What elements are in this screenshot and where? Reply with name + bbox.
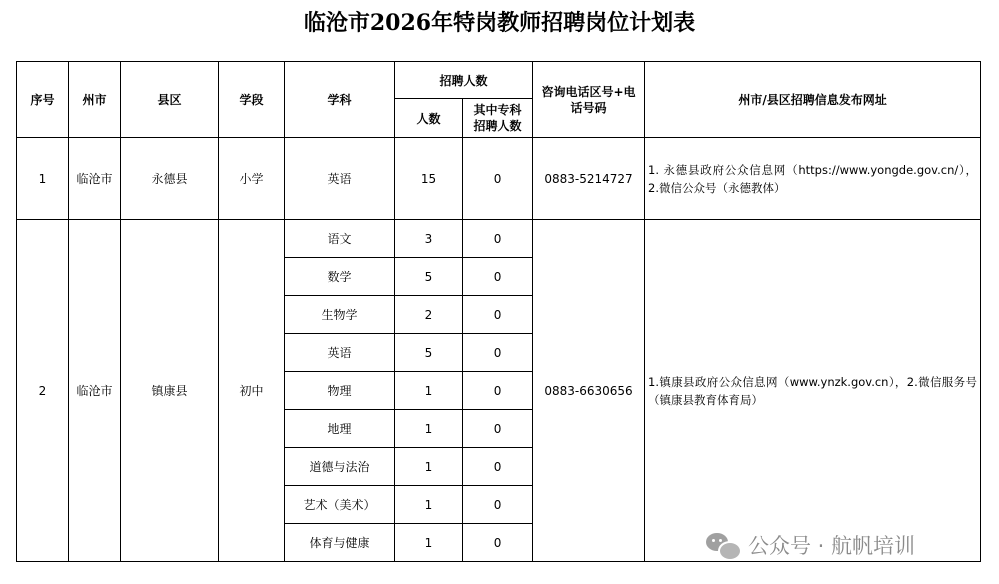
header-county: 县区 [121, 62, 219, 138]
cell-county: 永德县 [121, 138, 219, 220]
cell-special: 0 [463, 448, 533, 486]
wechat-logo-icon [706, 531, 740, 559]
header-special: 其中专科招聘人数 [463, 99, 533, 138]
cell-count: 15 [395, 138, 463, 220]
cell-site: 1.镇康县政府公众信息网（www.ynzk.gov.cn），2.微信服务号（镇康县教育体育局） [645, 220, 981, 562]
cell-special: 0 [463, 486, 533, 524]
cell-special: 0 [463, 296, 533, 334]
cell-special: 0 [463, 334, 533, 372]
cell-count: 5 [395, 258, 463, 296]
cell-count: 5 [395, 334, 463, 372]
header-recruit: 招聘人数 [395, 62, 533, 99]
cell-site: 1. 永德县政府公众信息网（https://www.yongde.gov.cn/），2.微信公众号（永德教体） [645, 138, 981, 220]
header-count: 人数 [395, 99, 463, 138]
cell-count: 1 [395, 372, 463, 410]
header-site: 州市/县区招聘信息发布网址 [645, 62, 981, 138]
cell-stage: 初中 [219, 220, 285, 562]
cell-count: 2 [395, 296, 463, 334]
cell-stage: 小学 [219, 138, 285, 220]
cell-special: 0 [463, 138, 533, 220]
cell-subject: 道德与法治 [285, 448, 395, 486]
page-title: 临沧市2026年特岗教师招聘岗位计划表 [303, 10, 696, 36]
table-row [17, 138, 981, 220]
cell-subject: 体育与健康 [285, 524, 395, 562]
cell-special: 0 [463, 258, 533, 296]
cell-phone: 0883-6630656 [533, 220, 645, 562]
cell-county: 镇康县 [121, 220, 219, 562]
cell-count: 1 [395, 448, 463, 486]
cell-subject: 艺术（美术） [285, 486, 395, 524]
cell-subject: 生物学 [285, 296, 395, 334]
cell-subject: 物理 [285, 372, 395, 410]
watermark-text: 公众号 · 航帆培训 [748, 534, 916, 558]
cell-count: 1 [395, 524, 463, 562]
cell-count: 3 [395, 220, 463, 258]
cell-subject: 英语 [285, 138, 395, 220]
header-stage: 学段 [219, 62, 285, 138]
cell-count: 1 [395, 410, 463, 448]
cell-subject: 地理 [285, 410, 395, 448]
watermark [706, 527, 915, 563]
header-city: 州市 [69, 62, 121, 138]
header-seq: 序号 [17, 62, 69, 138]
cell-special: 0 [463, 372, 533, 410]
cell-special: 0 [463, 220, 533, 258]
cell-city: 临沧市 [69, 138, 121, 220]
cell-special: 0 [463, 410, 533, 448]
cell-count: 1 [395, 486, 463, 524]
cell-subject: 数学 [285, 258, 395, 296]
cell-city: 临沧市 [69, 220, 121, 562]
cell-phone: 0883-5214727 [533, 138, 645, 220]
cell-subject: 英语 [285, 334, 395, 372]
cell-special: 0 [463, 524, 533, 562]
header-subject: 学科 [285, 62, 395, 138]
cell-subject: 语文 [285, 220, 395, 258]
recruitment-plan-table [16, 61, 981, 562]
cell-seq: 2 [17, 220, 69, 562]
header-phone: 咨询电话区号+电话号码 [533, 62, 645, 138]
cell-seq: 1 [17, 138, 69, 220]
table-row [17, 220, 981, 258]
